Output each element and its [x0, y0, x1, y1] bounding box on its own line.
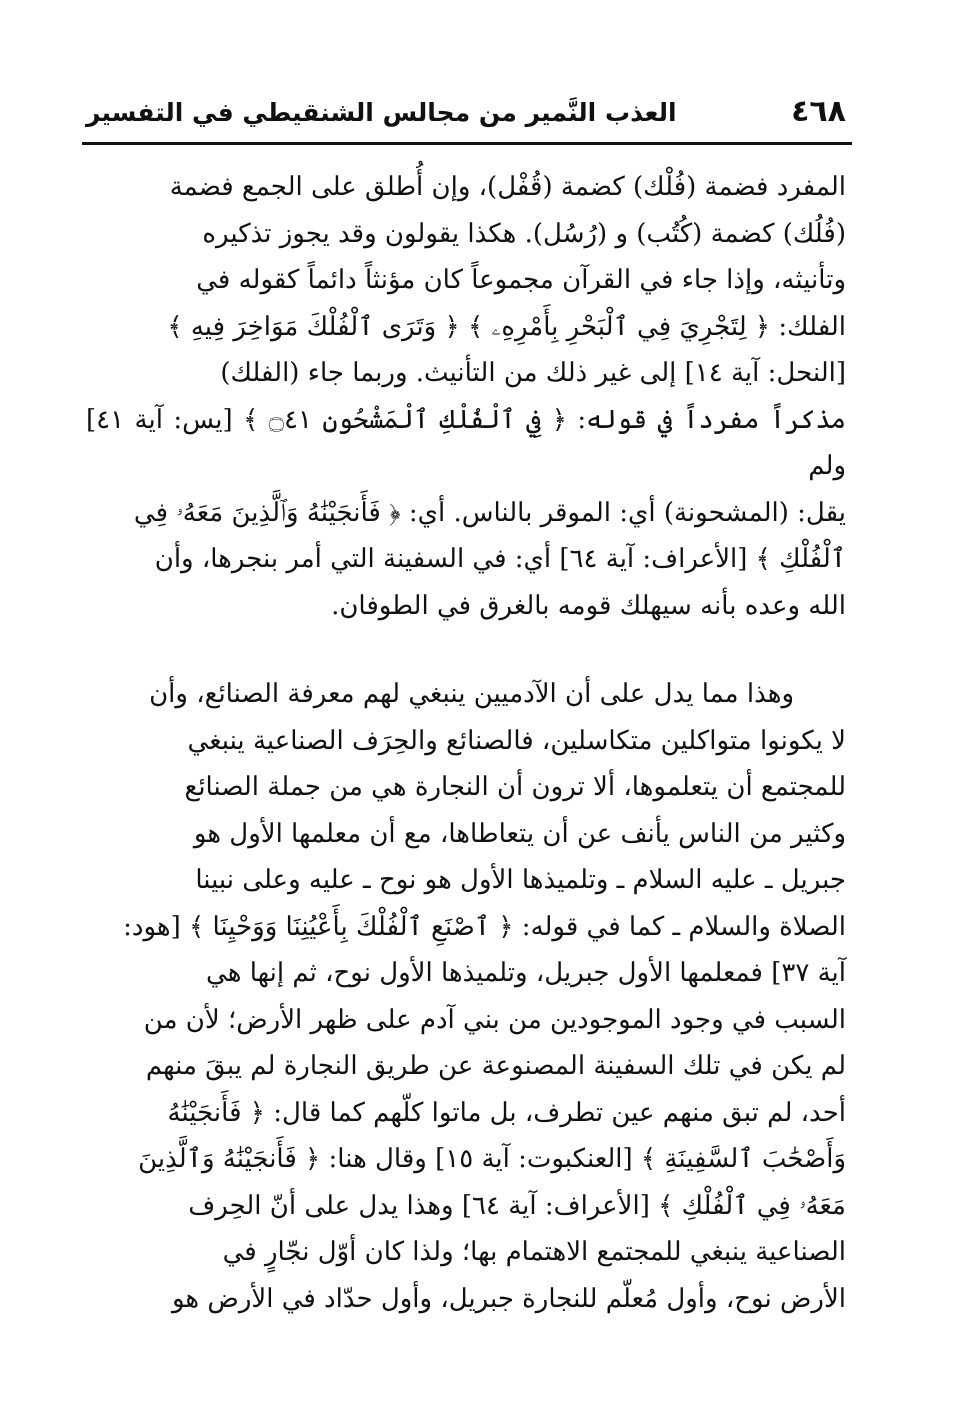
- text-line: السبب في وجود الموجودين من بني آدم على ظهر الأرض؛ لأن من: [143, 1004, 846, 1035]
- paragraph-gap: [86, 629, 846, 671]
- page-number: ٤٦٨: [791, 94, 846, 129]
- text-line: وتأنيثه، وإذا جاء في القرآن مجموعاً كان مؤنثاً دائماً كقوله في: [196, 265, 846, 295]
- paragraph-1: [86, 164, 846, 629]
- text-line: [النحل: آية ١٤] إلى غير ذلك من التأنيث. وربما جاء (الفلك): [220, 358, 846, 388]
- text-line: ٱلْفُلْكِ ﴾ [الأعراف: آية ٦٤] أي: في السفينة التي أمر بنجرها، وأن: [154, 544, 846, 574]
- text-line: الصلاة والسلام ـ كما في قوله: ﴿ ٱصْنَعِ ٱلْفُلْكَ بِأَعْيُنِنَا وَوَحْيِنَا ﴾ [هود:: [123, 911, 846, 942]
- text-line: مَعَهُۥ فِي ٱلْفُلْكِ ﴾ [الأعراف: آية ٦٤] وهذا يدل على أنّ الحِرف: [188, 1190, 846, 1221]
- text-line: لم يكن في تلك السفينة المصنوعة عن طريق النجارة لم يبقَ منهم: [145, 1051, 846, 1081]
- text-line: الأرض نوح، وأول مُعلّم للنجارة جبريل، وأول حدّاد في الأرض هو: [171, 1283, 846, 1314]
- text-line: آية ٣٧] فمعلمها الأول جبريل، وتلميذها الأول نوح، ثم إنها هي: [206, 958, 846, 988]
- text-line: للمجتمع أن يتعلموها، ألا ترون أن النجارة هي من جملة الصنائع: [184, 772, 846, 802]
- text-line: (فُلُك) كضمة (كُتُب) و (رُسُل). هكذا يقولون وقد يجوز تذكيره: [202, 218, 846, 249]
- header-rule: [82, 142, 852, 145]
- text-line: يقل: (المشحونة) أي: الموقر بالناس. أي: ﴿ فَأَنجَيْنَٰهُ وَٱلَّذِينَ مَعَهُۥ فِي: [133, 497, 846, 528]
- text-line: مذكراً مفرداً في قوله: ﴿ فِي ٱلْفُلْكِ ٱلْمَشْحُونِ ۝٤١ ﴾ [يس: آية ٤١] ولم: [86, 404, 846, 481]
- text-line: لا يكونوا متواكلين متكاسلين، فالصنائع والحِرَف الصناعية ينبغي: [187, 725, 846, 756]
- page-body: [86, 164, 846, 1322]
- text-line: المفرد فضمة (فُلْك) كضمة (قُفْل)، وإن أُطلق على الجمع فضمة: [169, 172, 846, 202]
- text-line: الصناعية ينبغي للمجتمع الاهتمام بها؛ ولذا كان أوّل نجّارٍ في: [222, 1237, 846, 1267]
- text-line: جبريل ـ عليه السلام ـ وتلميذها الأول هو نوح ـ عليه وعلى نبينا: [195, 865, 846, 895]
- page-header: [82, 90, 852, 142]
- text-line-first: وهذا مما يدل على أن الآدميين ينبغي لهم معرفة الصنائع، وأن: [149, 679, 794, 709]
- text-line: الفلك: ﴿ لِتَجْرِيَ فِي ٱلْبَحْرِ بِأَمْرِهِۦ ﴾ ﴿ وَتَرَى ٱلْفُلْكَ مَوَاخِرَ فِيهِ ﴾: [167, 311, 846, 342]
- text-line: وكثير من الناس يأنف عن أن يتعاطاها، مع أن معلمها الأول هو: [193, 818, 846, 849]
- text-line: أحد، لم تبق منهم عين تطرف، بل ماتوا كلّهم كما قال: ﴿ فَأَنجَيْنَٰهُ: [167, 1097, 846, 1128]
- paragraph-2: [86, 671, 846, 1322]
- text-line: وَأَصْحَٰبَ ٱلسَّفِينَةِ ﴾ [العنكبوت: آية ١٥] وقال هنا: ﴿ فَأَنجَيْنَٰهُ وَٱلَّذِينَ: [138, 1144, 846, 1174]
- running-title: العذب النَّمير من مجالس الشنقيطي في التفسير: [86, 98, 677, 127]
- text-line: الله وعده بأنه سيهلك قومه بالغرق في الطوفان.: [331, 590, 846, 621]
